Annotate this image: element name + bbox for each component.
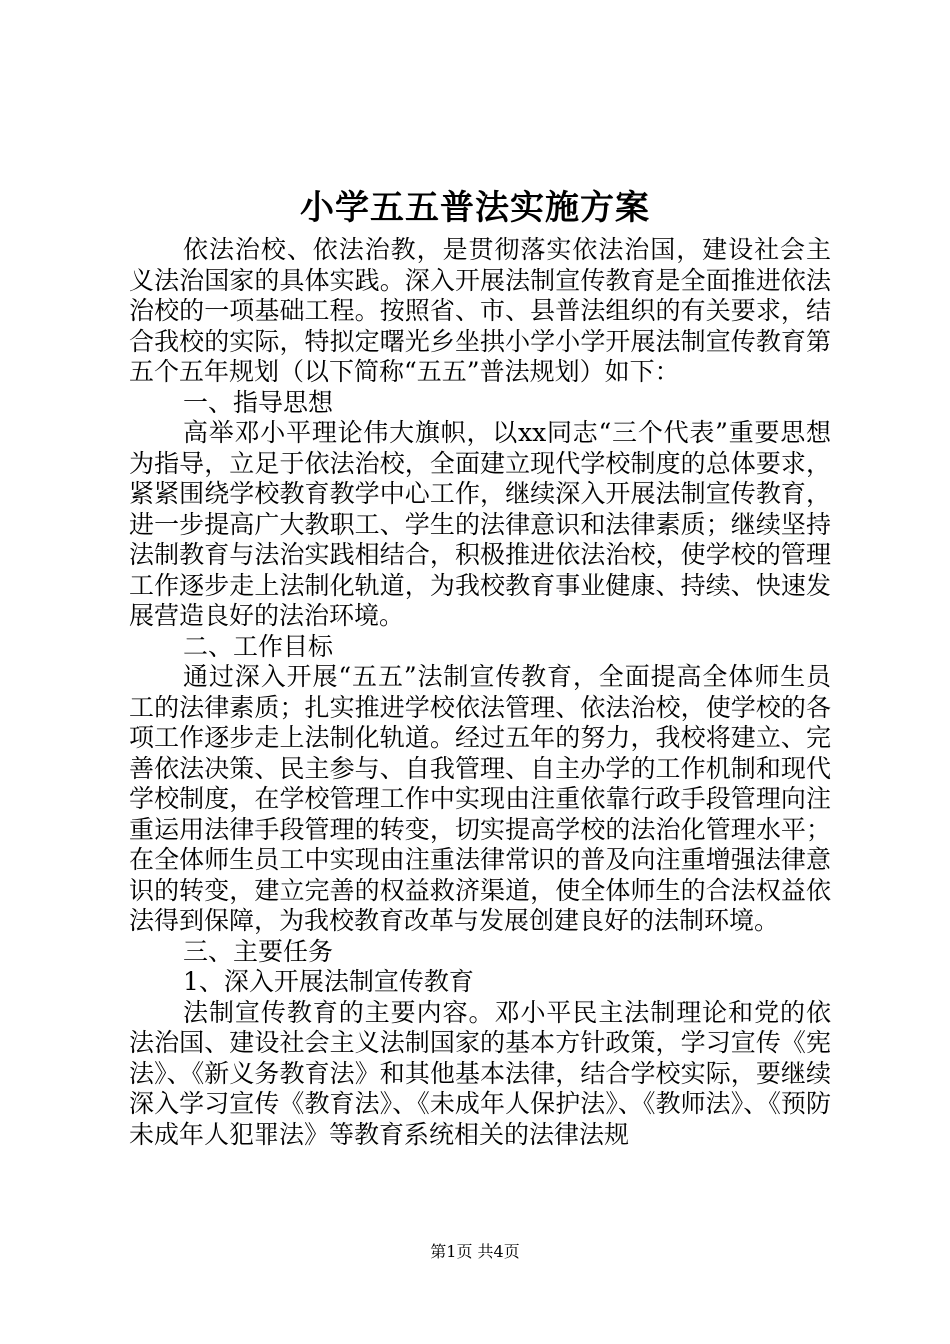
paragraph-intro: 依法治校、依法治教，是贯彻落实依法治国，建设社会主义法治国家的具体实践。深入开展法制宣传教育是全面推进依法治校的一项基础工程。按照省、市、县普法组织的有关要求，结合我校的实际，特拟定曙光乡坐拱小学小学开展法制宣传教育第五个五年规划（以下简称“五五”普法规划）如下：: [129, 235, 831, 386]
page-number: 第1页 共4页: [430, 1242, 520, 1261]
document-title: 小学五五普法实施方案: [300, 188, 650, 228]
document-body: [129, 235, 831, 1150]
subheading-legal-education: 1、深入开展法制宣传教育: [183, 967, 474, 996]
heading-main-tasks: 三、主要任务: [183, 936, 334, 966]
paragraph-legal-education: 法制宣传教育的主要内容。邓小平民主法制理论和党的依法治国、建设社会主义法制国家的基本方针政策，学习宣传《宪法》、《新义务教育法》和其他基本法律，结合学校实际，要继续深入学习宣传《教育法》、《未成年人保护法》、《教师法》、《预防未成年人犯罪法》等教育系统相关的法律法规: [129, 997, 831, 1149]
paragraph-work-goals: 通过深入开展“五五”法制宣传教育，全面提高全体师生员工的法律素质；扎实推进学校依法管理、依法治校，使学校的各项工作逐步走上法制化轨道。经过五年的努力，我校将建立、完善依法决策、民主参与、自我管理、自主办学的工作机制和现代学校制度，在学校管理工作中实现由注重依靠行政手段管理向注重运用法律手段管理的转变，切实提高学校的法治化管理水平；在全体师生员工中实现由注重法律常识的普及向注重增强法律意识的转变，建立完善的权益救济渠道，使全体师生的合法权益依法得到保障，为我校教育改革与发展创建良好的法制环境。: [129, 662, 831, 935]
paragraph-guiding-ideology: 高举邓小平理论伟大旗帜，以xx同志“三个代表”重要思想为指导，立足于依法治校，全面建立现代学校制度的总体要求，紧紧围绕学校教育教学中心工作，继续深入开展法制宣传教育，进一步提高广大教职工、学生的法律意识和法律素质；继续坚持法制教育与法治实践相结合，积极推进依法治校，使学校的管理工作逐步走上法制化轨道，为我校教育事业健康、持续、快速发展营造良好的法治环境。: [129, 418, 831, 630]
heading-work-goals: 二、工作目标: [183, 631, 334, 661]
heading-guiding-ideology: 一、指导思想: [183, 387, 334, 417]
